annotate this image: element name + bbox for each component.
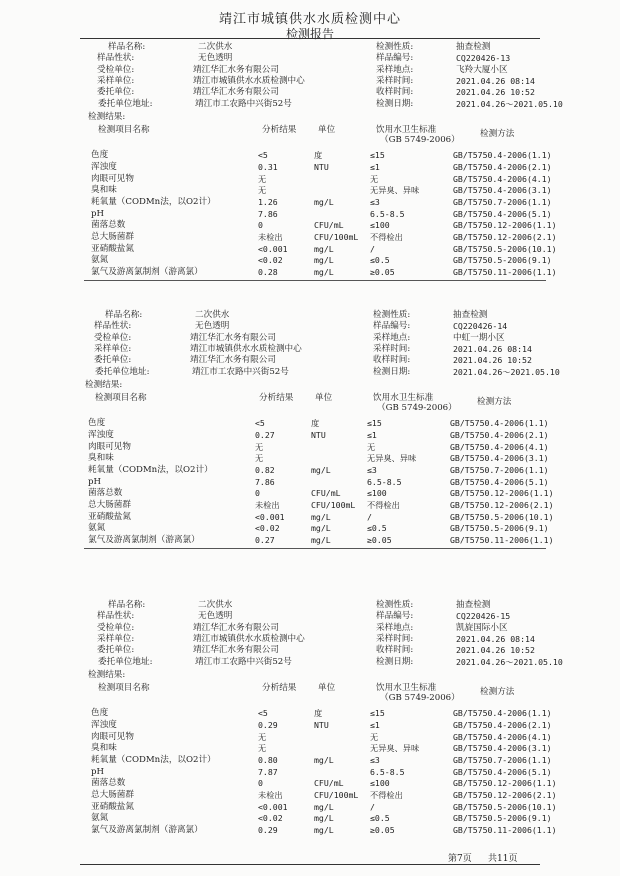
method-value: GB/T5750.12-2006(2.1) xyxy=(453,790,557,800)
column-standard-code-header: （GB 5749-2006） xyxy=(380,693,460,704)
result-value: 未检出 xyxy=(255,500,280,510)
standard-value: ≤1 xyxy=(370,719,380,730)
method-value: GB/T5750.5-2006(10.1) xyxy=(453,801,557,812)
result-value: 0.28 xyxy=(258,267,278,278)
item-name: 总大肠菌群 xyxy=(91,790,134,800)
sample-no-label: 样品编号: xyxy=(376,611,414,622)
client-value: 靖江华汇水务有限公司 xyxy=(193,622,279,633)
test-nature-label: 检测性质: xyxy=(376,600,414,610)
sampling-place-label: 采样地点: xyxy=(376,622,414,633)
result-value: <0.001 xyxy=(258,243,288,254)
result-value: 0.29 xyxy=(258,719,278,730)
result-value: 0.27 xyxy=(255,535,275,546)
sampling-unit-label: 采样单位: xyxy=(97,633,135,644)
test-nature-value: 抽查检测 xyxy=(456,600,491,610)
standard-value: ≤0.5 xyxy=(367,523,387,534)
sample-no-value: CQ220426-15 xyxy=(456,611,511,622)
method-value: GB/T5750.5-2006(9.1) xyxy=(453,255,552,266)
unit-value: 度 xyxy=(314,150,323,161)
sample-name-label: 样品名称: xyxy=(108,42,146,52)
standard-value: ≤3 xyxy=(370,754,380,765)
item-name: 耗氧量（CODMn法，以O2计） xyxy=(88,464,213,475)
sampling-place-value: 凯旋国际小区 xyxy=(456,622,508,633)
standard-value: ≤100 xyxy=(370,220,390,231)
results-label: 检测结果: xyxy=(88,669,126,680)
column-standard-code-header: （GB 5749-2006） xyxy=(380,135,460,146)
result-value: 无 xyxy=(258,185,267,196)
standard-value: ≤15 xyxy=(370,708,385,719)
method-value: GB/T5750.4-2006(4.1) xyxy=(450,441,549,452)
standard-value: ≤0.5 xyxy=(370,813,390,824)
result-value: 无 xyxy=(255,453,264,464)
unit-value: 度 xyxy=(311,418,320,429)
entrusting-address-label: 委托单位地址: xyxy=(98,98,153,109)
unit-value: NTU xyxy=(314,161,329,172)
method-value: GB/T5750.4-2006(5.1) xyxy=(450,476,549,487)
result-value: 0 xyxy=(258,778,263,789)
column-standard-header: 饮用水卫生标准 xyxy=(376,125,437,136)
item-name: 总大肠菌群 xyxy=(91,232,134,242)
unit-value: CFU/mL xyxy=(314,220,344,231)
test-nature-label: 检测性质: xyxy=(376,42,414,52)
method-value: GB/T5750.5-2006(9.1) xyxy=(450,523,549,534)
unit-value: mg/L xyxy=(314,243,334,254)
standard-value: ≤1 xyxy=(367,429,377,440)
item-name: 耗氧量（CODMn法，以O2计） xyxy=(91,754,216,765)
page-total: 共11页 xyxy=(488,854,518,864)
result-value: 7.87 xyxy=(258,766,278,777)
item-name: 亚硝酸盐氮 xyxy=(91,243,134,254)
method-value: GB/T5750.12-2006(1.1) xyxy=(453,220,557,231)
item-name: 耗氧量（CODMn法，以O2计） xyxy=(91,196,216,207)
method-value: GB/T5750.4-2006(2.1) xyxy=(453,719,552,730)
result-value: 未检出 xyxy=(258,232,283,242)
method-value: GB/T5750.12-2006(2.1) xyxy=(453,232,557,242)
method-value: GB/T5750.4-2006(1.1) xyxy=(453,708,552,719)
sample-name-value: 二次供水 xyxy=(195,310,230,320)
standard-value: 无 xyxy=(367,441,376,452)
entrusting-address-value: 靖江市工农路中兴街52号 xyxy=(195,98,292,109)
test-date-label: 检测日期: xyxy=(373,366,411,377)
column-method-header: 检测方法 xyxy=(480,129,515,140)
item-name: 菌落总数 xyxy=(88,488,123,499)
sampling-time-value: 2021.04.26 08:14 xyxy=(456,633,535,644)
sample-name-label: 样品名称: xyxy=(105,310,143,320)
column-standard-code-header: （GB 5749-2006） xyxy=(377,403,457,414)
entrusting-address-label: 委托单位地址: xyxy=(95,366,150,377)
sampling-time-label: 采样时间: xyxy=(376,633,414,644)
item-name: 菌落总数 xyxy=(91,220,126,231)
item-name: 氨氮 xyxy=(91,255,109,266)
standard-value: 无异臭、异味 xyxy=(370,743,420,754)
result-value: <5 xyxy=(258,150,268,161)
results-label: 检测结果: xyxy=(85,379,123,390)
standard-value: / xyxy=(370,801,375,812)
standard-value: 不得检出 xyxy=(370,232,403,242)
item-name: 臭和味 xyxy=(91,743,117,754)
method-value: GB/T5750.7-2006(1.1) xyxy=(453,754,552,765)
result-value: 7.86 xyxy=(255,476,275,487)
column-unit-header: 单位 xyxy=(318,683,336,694)
result-value: 无 xyxy=(255,441,264,452)
unit-value: mg/L xyxy=(311,511,331,522)
footer-rule xyxy=(80,864,540,865)
sampling-place-label: 采样地点: xyxy=(376,64,414,75)
sample-name-value: 二次供水 xyxy=(198,42,233,52)
method-value: GB/T5750.11-2006(1.1) xyxy=(453,267,557,278)
test-nature-value: 抽查检测 xyxy=(456,42,491,52)
method-value: GB/T5750.4-2006(4.1) xyxy=(453,731,552,742)
method-value: GB/T5750.4-2006(3.1) xyxy=(453,185,552,196)
unit-value: mg/L xyxy=(314,255,334,266)
unit-value: CFU/100mL xyxy=(314,232,359,242)
sample-nature-label: 样品性状: xyxy=(94,321,132,332)
result-value: <0.02 xyxy=(258,255,283,266)
sampling-unit-label: 采样单位: xyxy=(97,75,135,86)
header-rule xyxy=(80,38,540,39)
unit-value: CFU/100mL xyxy=(314,790,359,800)
result-value: 无 xyxy=(258,173,267,184)
client-value: 靖江华汇水务有限公司 xyxy=(193,64,279,75)
unit-value: CFU/mL xyxy=(311,488,341,499)
item-name: pH xyxy=(91,766,104,777)
result-value: 0.82 xyxy=(255,464,275,475)
standard-value: ≥0.05 xyxy=(367,535,392,546)
sampling-place-label: 采样地点: xyxy=(373,332,411,343)
column-item-header: 检测项目名称 xyxy=(98,683,150,694)
test-nature-value: 抽查检测 xyxy=(453,310,488,320)
result-value: <0.001 xyxy=(255,511,285,522)
result-value: 无 xyxy=(258,743,267,754)
item-name: 色度 xyxy=(88,418,106,429)
column-result-header: 分析结果 xyxy=(262,125,297,136)
standard-value: ≤3 xyxy=(367,464,377,475)
item-name: 色度 xyxy=(91,708,109,719)
entrusting-unit-label: 委托单位: xyxy=(97,645,135,656)
result-value: <5 xyxy=(255,418,265,429)
sampling-unit-value: 靖江市城镇供水水质检测中心 xyxy=(193,75,305,86)
item-name: 氯气及游离氯制剂（游离氯） xyxy=(91,825,203,836)
item-name: 色度 xyxy=(91,150,109,161)
column-item-header: 检测项目名称 xyxy=(95,393,147,404)
unit-value: mg/L xyxy=(314,754,334,765)
column-result-header: 分析结果 xyxy=(259,393,294,404)
sample-nature-label: 样品性状: xyxy=(97,611,135,622)
method-value: GB/T5750.5-2006(10.1) xyxy=(453,243,557,254)
result-value: <0.02 xyxy=(255,523,280,534)
receive-time-value: 2021.04.26 10:52 xyxy=(456,87,535,98)
sample-nature-value: 无色透明 xyxy=(195,321,230,332)
sampling-time-value: 2021.04.26 08:14 xyxy=(456,75,535,86)
item-name: 氯气及游离氯制剂（游离氯） xyxy=(91,267,203,278)
client-label: 受检单位: xyxy=(97,622,135,633)
receive-time-value: 2021.04.26 10:52 xyxy=(453,355,532,366)
sampling-place-value: 飞羚大厦小区 xyxy=(456,64,508,75)
result-value: 1.26 xyxy=(258,196,278,207)
standard-value: 不得检出 xyxy=(367,500,400,510)
sample-no-label: 样品编号: xyxy=(373,321,411,332)
sample-nature-value: 无色透明 xyxy=(198,611,233,622)
item-name: 浑浊度 xyxy=(91,161,117,172)
unit-value: mg/L xyxy=(311,523,331,534)
result-value: <0.02 xyxy=(258,813,283,824)
result-value: 0.31 xyxy=(258,161,278,172)
method-value: GB/T5750.11-2006(1.1) xyxy=(450,535,554,546)
item-name: pH xyxy=(88,476,101,487)
method-value: GB/T5750.4-2006(1.1) xyxy=(453,150,552,161)
item-name: 氨氮 xyxy=(88,523,106,534)
item-name: 亚硝酸盐氮 xyxy=(88,511,131,522)
sample-nature-label: 样品性状: xyxy=(97,53,135,64)
sampling-time-value: 2021.04.26 08:14 xyxy=(453,343,532,354)
standard-value: 无异臭、异味 xyxy=(367,453,417,464)
item-name: 亚硝酸盐氮 xyxy=(91,801,134,812)
standard-value: ≤100 xyxy=(367,488,387,499)
standard-value: ≥0.05 xyxy=(370,267,395,278)
result-value: <0.001 xyxy=(258,801,288,812)
column-unit-header: 单位 xyxy=(318,125,336,136)
column-item-header: 检测项目名称 xyxy=(98,125,150,136)
test-nature-label: 检测性质: xyxy=(373,310,411,320)
organization-name: 靖江市城镇供水水质检测中心 xyxy=(218,12,401,27)
unit-value: CFU/mL xyxy=(314,778,344,789)
entrusting-unit-label: 委托单位: xyxy=(94,355,132,366)
standard-value: 6.5-8.5 xyxy=(367,476,402,487)
result-value: 无 xyxy=(258,731,267,742)
sampling-unit-value: 靖江市城镇供水水质检测中心 xyxy=(190,343,302,354)
unit-value: mg/L xyxy=(311,535,331,546)
test-date-value: 2021.04.26～2021.05.10 xyxy=(453,366,560,377)
standard-value: ≤0.5 xyxy=(370,255,390,266)
receive-time-label: 收样时间: xyxy=(376,87,414,98)
result-value: 未检出 xyxy=(258,790,283,800)
sampling-time-label: 采样时间: xyxy=(373,343,411,354)
method-value: GB/T5750.4-2006(5.1) xyxy=(453,208,552,219)
result-value: 0.29 xyxy=(258,825,278,836)
client-label: 受检单位: xyxy=(97,64,135,75)
column-result-header: 分析结果 xyxy=(262,683,297,694)
standard-value: 6.5-8.5 xyxy=(370,208,405,219)
unit-value: 度 xyxy=(314,708,323,719)
method-value: GB/T5750.5-2006(9.1) xyxy=(453,813,552,824)
method-value: GB/T5750.4-2006(5.1) xyxy=(453,766,552,777)
unit-value: mg/L xyxy=(314,196,334,207)
item-name: 臭和味 xyxy=(88,453,114,464)
test-date-value: 2021.04.26～2021.05.10 xyxy=(456,98,563,109)
column-standard-header: 饮用水卫生标准 xyxy=(376,683,437,694)
item-name: 总大肠菌群 xyxy=(88,500,131,510)
method-value: GB/T5750.11-2006(1.1) xyxy=(453,825,557,836)
sample-no-value: CQ220426-14 xyxy=(453,321,508,332)
sampling-unit-label: 采样单位: xyxy=(94,343,132,354)
unit-value: mg/L xyxy=(314,267,334,278)
unit-value: mg/L xyxy=(314,825,334,836)
entrusting-unit-value: 靖江华汇水务有限公司 xyxy=(190,355,276,366)
item-name: 氯气及游离氯制剂（游离氯） xyxy=(88,535,200,546)
standard-value: ≤15 xyxy=(367,418,382,429)
test-date-label: 检测日期: xyxy=(376,656,414,667)
result-value: 0 xyxy=(255,488,260,499)
item-name: 臭和味 xyxy=(91,185,117,196)
method-value: GB/T5750.7-2006(1.1) xyxy=(453,196,552,207)
unit-value: mg/L xyxy=(314,813,334,824)
method-value: GB/T5750.4-2006(3.1) xyxy=(453,743,552,754)
method-value: GB/T5750.4-2006(2.1) xyxy=(450,429,549,440)
item-name: 氨氮 xyxy=(91,813,109,824)
unit-value: NTU xyxy=(314,719,329,730)
standard-value: 无 xyxy=(370,173,379,184)
receive-time-value: 2021.04.26 10:52 xyxy=(456,645,535,656)
standard-value: 无 xyxy=(370,731,379,742)
entrusting-unit-value: 靖江华汇水务有限公司 xyxy=(193,87,279,98)
column-method-header: 检测方法 xyxy=(480,687,515,698)
sample-name-label: 样品名称: xyxy=(108,600,146,610)
section-divider xyxy=(84,280,546,281)
standard-value: ≤100 xyxy=(370,778,390,789)
test-date-value: 2021.04.26～2021.05.10 xyxy=(456,656,563,667)
method-value: GB/T5750.4-2006(3.1) xyxy=(450,453,549,464)
section-divider xyxy=(84,548,546,549)
result-value: 0 xyxy=(258,220,263,231)
method-value: GB/T5750.4-2006(1.1) xyxy=(450,418,549,429)
sampling-unit-value: 靖江市城镇供水水质检测中心 xyxy=(193,633,305,644)
column-standard-header: 饮用水卫生标准 xyxy=(373,393,434,404)
standard-value: ≤15 xyxy=(370,150,385,161)
standard-value: ≥0.05 xyxy=(370,825,395,836)
item-name: 肉眼可见物 xyxy=(91,731,134,742)
entrusting-address-value: 靖江市工农路中兴街52号 xyxy=(192,366,289,377)
results-label: 检测结果: xyxy=(88,111,126,122)
standard-value: ≤1 xyxy=(370,161,380,172)
standard-value: ≤3 xyxy=(370,196,380,207)
test-date-label: 检测日期: xyxy=(376,98,414,109)
column-unit-header: 单位 xyxy=(315,393,333,404)
method-value: GB/T5750.4-2006(4.1) xyxy=(453,173,552,184)
column-method-header: 检测方法 xyxy=(477,397,512,408)
unit-value: mg/L xyxy=(311,464,331,475)
report-title: 检测报告 xyxy=(285,27,334,41)
item-name: 肉眼可见物 xyxy=(91,173,134,184)
receive-time-label: 收样时间: xyxy=(373,355,411,366)
method-value: GB/T5750.12-2006(1.1) xyxy=(450,488,554,499)
standard-value: / xyxy=(367,511,372,522)
client-label: 受检单位: xyxy=(94,332,132,343)
item-name: 浑浊度 xyxy=(91,719,117,730)
sample-no-label: 样品编号: xyxy=(376,53,414,64)
result-value: 0.27 xyxy=(255,429,275,440)
sampling-time-label: 采样时间: xyxy=(376,75,414,86)
standard-value: 无异臭、异味 xyxy=(370,185,420,196)
client-value: 靖江华汇水务有限公司 xyxy=(190,332,276,343)
method-value: GB/T5750.7-2006(1.1) xyxy=(450,464,549,475)
entrusting-address-value: 靖江市工农路中兴街52号 xyxy=(195,656,292,667)
unit-value: NTU xyxy=(311,429,326,440)
entrusting-address-label: 委托单位地址: xyxy=(98,656,153,667)
method-value: GB/T5750.5-2006(10.1) xyxy=(450,511,554,522)
method-value: GB/T5750.12-2006(1.1) xyxy=(453,778,557,789)
sample-name-value: 二次供水 xyxy=(198,600,233,610)
page-number: 第7页 xyxy=(448,854,472,864)
result-value: <5 xyxy=(258,708,268,719)
unit-value: mg/L xyxy=(314,801,334,812)
entrusting-unit-label: 委托单位: xyxy=(97,87,135,98)
item-name: pH xyxy=(91,208,104,219)
standard-value: 不得检出 xyxy=(370,790,403,800)
item-name: 菌落总数 xyxy=(91,778,126,789)
method-value: GB/T5750.4-2006(2.1) xyxy=(453,161,552,172)
standard-value: / xyxy=(370,243,375,254)
receive-time-label: 收样时间: xyxy=(376,645,414,656)
result-value: 0.80 xyxy=(258,754,278,765)
entrusting-unit-value: 靖江华汇水务有限公司 xyxy=(193,645,279,656)
sample-no-value: CQ220426-13 xyxy=(456,53,511,64)
unit-value: CFU/100mL xyxy=(311,500,356,510)
item-name: 肉眼可见物 xyxy=(88,441,131,452)
method-value: GB/T5750.12-2006(2.1) xyxy=(450,500,554,510)
standard-value: 6.5-8.5 xyxy=(370,766,405,777)
item-name: 浑浊度 xyxy=(88,429,114,440)
sample-nature-value: 无色透明 xyxy=(198,53,233,64)
result-value: 7.86 xyxy=(258,208,278,219)
sampling-place-value: 中虹一期小区 xyxy=(453,332,505,343)
